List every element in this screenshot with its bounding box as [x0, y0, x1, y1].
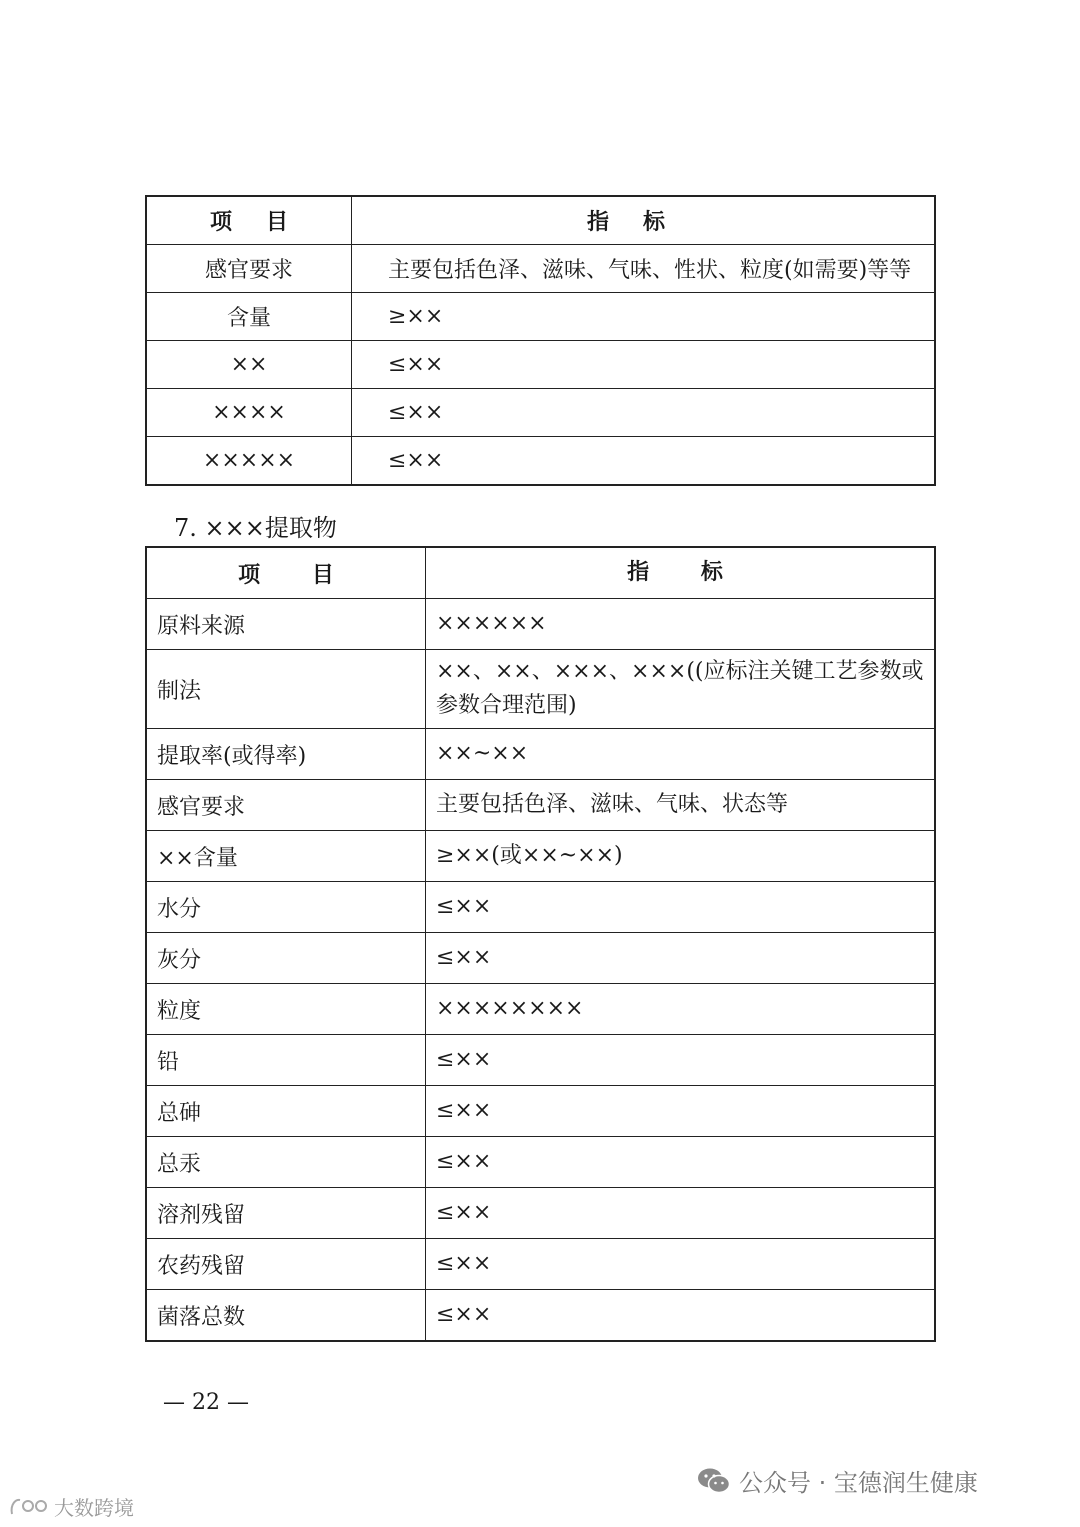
row-item: 农药残留 — [146, 1239, 426, 1290]
row-item: ×× — [146, 341, 352, 389]
wechat-icon — [697, 1467, 731, 1495]
header-item: 项目 — [146, 196, 352, 245]
row-item: ××××× — [146, 437, 352, 486]
table-row — [146, 437, 935, 486]
table-row — [146, 984, 935, 1035]
table-row — [146, 1086, 935, 1137]
row-value: ≤×× — [426, 1035, 936, 1086]
table-row — [146, 245, 935, 293]
watermark — [8, 1492, 134, 1521]
row-value: ≤×× — [352, 341, 936, 389]
row-value: ≤×× — [426, 1239, 936, 1290]
row-value: ≤×× — [352, 437, 936, 486]
table-row — [146, 341, 935, 389]
row-item: 水分 — [146, 882, 426, 933]
row-item: 总汞 — [146, 1137, 426, 1188]
row-item: ×××× — [146, 389, 352, 437]
row-item: 感官要求 — [146, 780, 426, 831]
row-value: ≤×× — [426, 1290, 936, 1342]
watermark-text: 大数跨境 — [54, 1496, 134, 1520]
table-row — [146, 599, 935, 650]
table-row — [146, 1290, 935, 1342]
row-item: 含量 — [146, 293, 352, 341]
row-value: ≥××(或××~××) — [426, 831, 936, 882]
table-header-row — [146, 196, 935, 245]
row-item: 提取率(或得率) — [146, 729, 426, 780]
table-row — [146, 1035, 935, 1086]
table-row — [146, 1137, 935, 1188]
table-row — [146, 293, 935, 341]
row-value: ×××××× — [426, 599, 936, 650]
table-row — [146, 1188, 935, 1239]
row-item: 铅 — [146, 1035, 426, 1086]
row-value: ××~×× — [426, 729, 936, 780]
page-number: — 22 — — [163, 1390, 249, 1415]
table-row — [146, 1239, 935, 1290]
table-header-row — [146, 547, 935, 599]
row-value: ××、××、×××、×××((应标注关键工艺参数或参数合理范围) — [426, 650, 936, 729]
watermark-logo-icon — [8, 1496, 50, 1518]
row-item: 溶剂残留 — [146, 1188, 426, 1239]
table-row — [146, 729, 935, 780]
row-item: 总砷 — [146, 1086, 426, 1137]
table-indicators-1 — [145, 195, 936, 486]
footer-account — [697, 1463, 978, 1498]
row-value: ≤×× — [426, 933, 936, 984]
row-value: ≤×× — [426, 1086, 936, 1137]
table-row — [146, 650, 935, 729]
table-row — [146, 780, 935, 831]
row-value: 主要包括色泽、滋味、气味、状态等 — [426, 780, 936, 831]
footer-text: 公众号 · 宝德润生健康 — [739, 1469, 978, 1497]
row-value: ≤×× — [426, 882, 936, 933]
table-row — [146, 831, 935, 882]
table-row — [146, 882, 935, 933]
row-item: 原料来源 — [146, 599, 426, 650]
row-item: 菌落总数 — [146, 1290, 426, 1342]
section-title: 7. ×××提取物 — [174, 514, 337, 542]
row-item: 粒度 — [146, 984, 426, 1035]
row-value: ×××××××× — [426, 984, 936, 1035]
table-row — [146, 933, 935, 984]
row-value: ≤×× — [426, 1188, 936, 1239]
header-item: 项 目 — [146, 547, 426, 599]
header-indicator: 指标 — [352, 196, 936, 245]
row-value: ≤×× — [352, 389, 936, 437]
row-item: 灰分 — [146, 933, 426, 984]
table-extract-indicators — [145, 546, 936, 1342]
row-item: ××含量 — [146, 831, 426, 882]
header-indicator: 指 标 — [426, 547, 936, 599]
table-row — [146, 389, 935, 437]
row-item: 感官要求 — [146, 245, 352, 293]
row-item: 制法 — [146, 650, 426, 729]
row-value: ≤×× — [426, 1137, 936, 1188]
row-value: 主要包括色泽、滋味、气味、性状、粒度(如需要)等等 — [352, 245, 936, 293]
row-value: ≥×× — [352, 293, 936, 341]
